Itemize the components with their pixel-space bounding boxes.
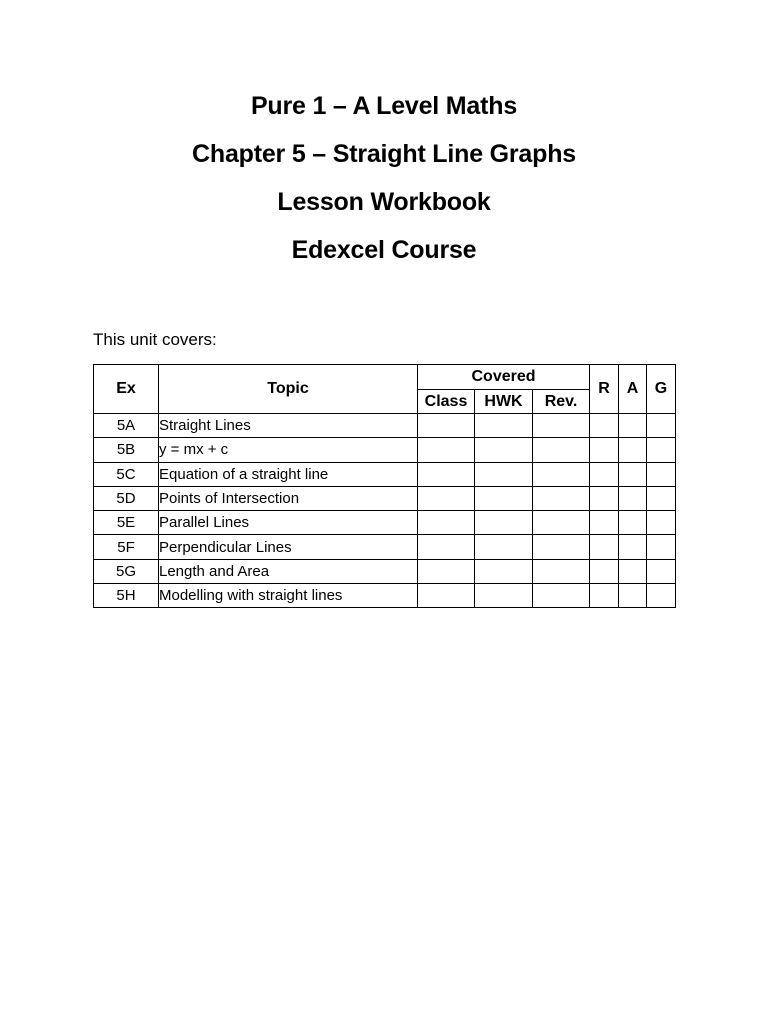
intro-text: This unit covers:: [93, 330, 217, 349]
workbook-title: Lesson Workbook: [277, 188, 491, 216]
hwk-checkbox-cell[interactable]: [475, 535, 533, 559]
rev-checkbox-cell[interactable]: [533, 414, 590, 438]
ex-cell: 5G: [94, 559, 159, 583]
table-row: [94, 462, 676, 486]
class-checkbox-cell[interactable]: [418, 584, 475, 608]
table-row: [94, 559, 676, 583]
class-checkbox-cell[interactable]: [418, 438, 475, 462]
topic-cell: Perpendicular Lines: [159, 535, 418, 559]
r-cell[interactable]: [590, 462, 619, 486]
a-cell[interactable]: [619, 438, 647, 462]
hwk-checkbox-cell[interactable]: [475, 462, 533, 486]
rev-checkbox-cell[interactable]: [533, 462, 590, 486]
class-checkbox-cell[interactable]: [418, 511, 475, 535]
header-topic: Topic: [159, 365, 418, 414]
rev-checkbox-cell[interactable]: [533, 535, 590, 559]
r-cell[interactable]: [590, 535, 619, 559]
header-hwk: HWK: [475, 390, 533, 414]
g-cell[interactable]: [647, 584, 676, 608]
a-cell[interactable]: [619, 535, 647, 559]
hwk-checkbox-cell[interactable]: [475, 584, 533, 608]
course-title: Pure 1 – A Level Maths: [250, 92, 518, 120]
header-covered: Covered: [418, 365, 590, 390]
rev-checkbox-cell[interactable]: [533, 584, 590, 608]
r-cell[interactable]: [590, 559, 619, 583]
g-cell[interactable]: [647, 511, 676, 535]
hwk-checkbox-cell[interactable]: [475, 511, 533, 535]
ex-cell: 5H: [94, 584, 159, 608]
topic-cell: y = mx + c: [159, 438, 418, 462]
rev-checkbox-cell[interactable]: [533, 511, 590, 535]
g-cell[interactable]: [647, 559, 676, 583]
ex-cell: 5C: [94, 462, 159, 486]
header-ex: Ex: [94, 365, 159, 414]
topic-cell: Straight Lines: [159, 414, 418, 438]
g-cell[interactable]: [647, 486, 676, 510]
table-row: [94, 584, 676, 608]
g-cell[interactable]: [647, 462, 676, 486]
exam-board-title: Edexcel Course: [291, 236, 477, 264]
table-row: [94, 438, 676, 462]
topic-cell: Modelling with straight lines: [159, 584, 418, 608]
header-r: R: [590, 365, 619, 414]
hwk-checkbox-cell[interactable]: [475, 414, 533, 438]
r-cell[interactable]: [590, 486, 619, 510]
table-row: [94, 414, 676, 438]
topic-cell: Parallel Lines: [159, 511, 418, 535]
header-g: G: [647, 365, 676, 414]
r-cell[interactable]: [590, 584, 619, 608]
header-class: Class: [418, 390, 475, 414]
a-cell[interactable]: [619, 584, 647, 608]
class-checkbox-cell[interactable]: [418, 535, 475, 559]
rev-checkbox-cell[interactable]: [533, 486, 590, 510]
g-cell[interactable]: [647, 535, 676, 559]
hwk-checkbox-cell[interactable]: [475, 486, 533, 510]
r-cell[interactable]: [590, 414, 619, 438]
topic-cell: Points of Intersection: [159, 486, 418, 510]
a-cell[interactable]: [619, 414, 647, 438]
header-rev: Rev.: [533, 390, 590, 414]
a-cell[interactable]: [619, 559, 647, 583]
r-cell[interactable]: [590, 438, 619, 462]
table-row: [94, 535, 676, 559]
class-checkbox-cell[interactable]: [418, 486, 475, 510]
a-cell[interactable]: [619, 462, 647, 486]
a-cell[interactable]: [619, 486, 647, 510]
g-cell[interactable]: [647, 414, 676, 438]
class-checkbox-cell[interactable]: [418, 559, 475, 583]
class-checkbox-cell[interactable]: [418, 462, 475, 486]
a-cell[interactable]: [619, 511, 647, 535]
table-body: [94, 414, 676, 608]
ex-cell: 5A: [94, 414, 159, 438]
r-cell[interactable]: [590, 511, 619, 535]
ex-cell: 5B: [94, 438, 159, 462]
ex-cell: 5E: [94, 511, 159, 535]
title-block: [0, 86, 768, 278]
topic-cell: Equation of a straight line: [159, 462, 418, 486]
ex-cell: 5D: [94, 486, 159, 510]
ex-cell: 5F: [94, 535, 159, 559]
table-row: [94, 486, 676, 510]
hwk-checkbox-cell[interactable]: [475, 559, 533, 583]
topic-cell: Length and Area: [159, 559, 418, 583]
rev-checkbox-cell[interactable]: [533, 559, 590, 583]
chapter-title: Chapter 5 – Straight Line Graphs: [192, 140, 576, 168]
class-checkbox-cell[interactable]: [418, 414, 475, 438]
hwk-checkbox-cell[interactable]: [475, 438, 533, 462]
g-cell[interactable]: [647, 438, 676, 462]
table-row: [94, 511, 676, 535]
unit-coverage-table: [93, 364, 676, 608]
header-a: A: [619, 365, 647, 414]
rev-checkbox-cell[interactable]: [533, 438, 590, 462]
